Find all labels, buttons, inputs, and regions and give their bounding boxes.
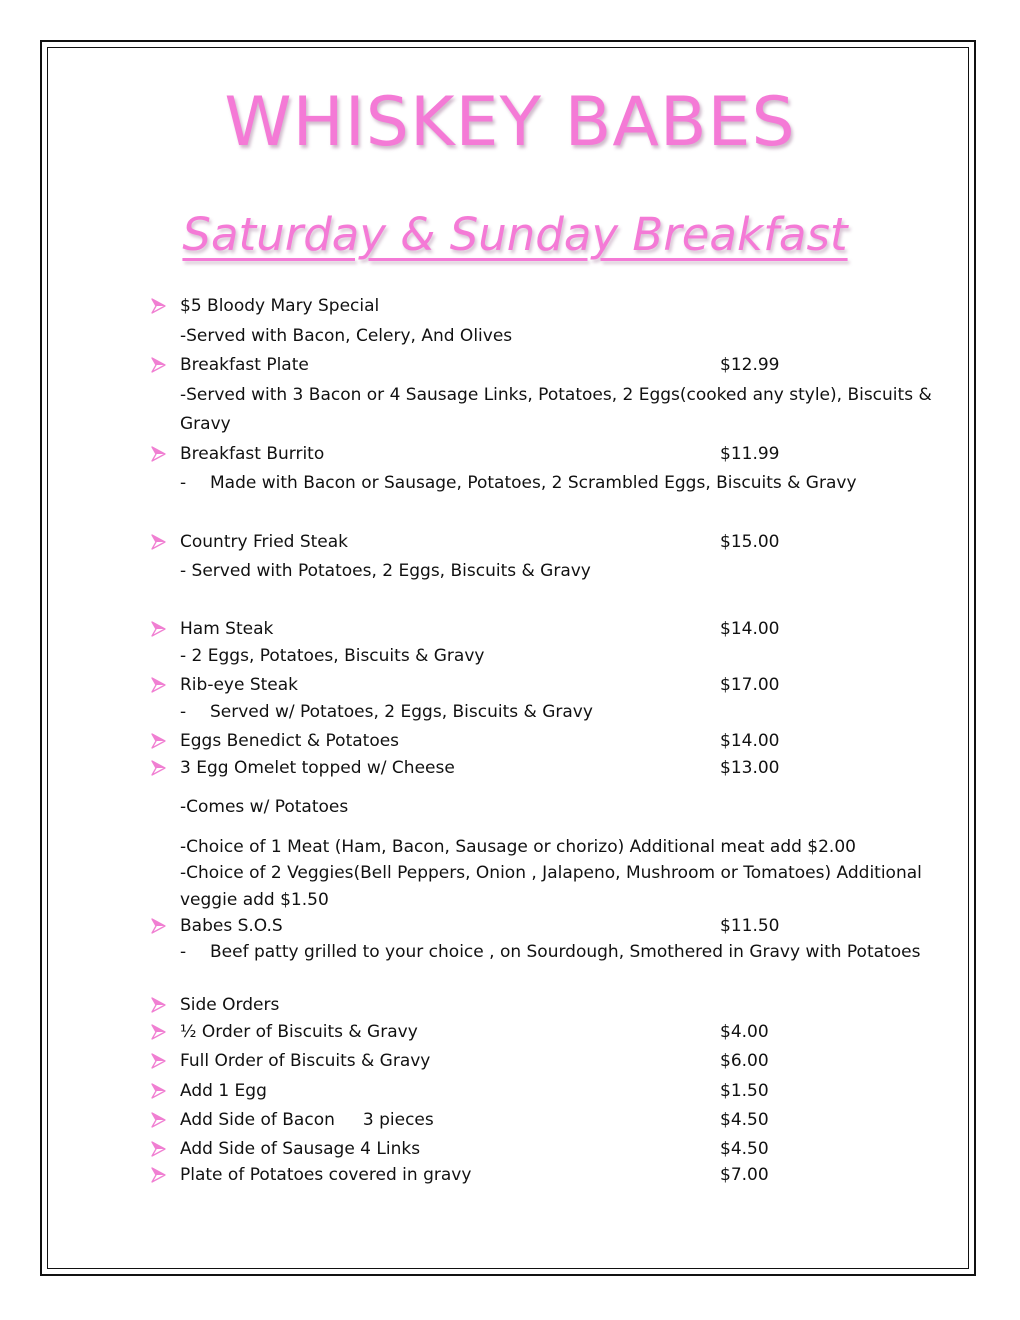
item-description [0,411,1020,437]
arrow-bullet-icon [150,1053,166,1069]
item-name: Full Order of Biscuits & Gravy [180,1051,431,1071]
menu-item-ribeye-steak [0,672,1020,698]
item-description-text: veggie add $1.50 [180,890,329,910]
item-name: Breakfast Burrito [180,444,325,464]
item-description-text: - 2 Eggs, Potatoes, Biscuits & Gravy [180,646,485,666]
menu-item-breakfast-burrito [0,441,1020,467]
item-price: $1.50 [720,1081,769,1101]
arrow-bullet-icon [150,1167,166,1183]
arrow-bullet-icon [150,997,166,1013]
item-price: $17.00 [720,675,780,695]
item-description [0,939,1020,965]
item-name: Add Side of Bacon [180,1110,335,1130]
item-name: Babes S.O.S [180,916,283,936]
arrow-bullet-icon [150,298,166,314]
side-item-potatoes [0,1162,1020,1188]
item-name: Country Fried Steak [180,532,349,552]
item-description [0,887,1020,913]
item-name: 3 Egg Omelet topped w/ Cheese [180,758,455,778]
arrow-bullet-icon [150,1024,166,1040]
item-name: $5 Bloody Mary Special [180,296,380,316]
arrow-bullet-icon [150,677,166,693]
item-description [0,699,1020,725]
side-item-half-biscuits [0,1019,1020,1045]
menu-item-eggs-benedict [0,728,1020,754]
item-description-text: -Choice of 1 Meat (Ham, Bacon, Sausage or chorizo) Additional meat add $2.00 [180,837,856,857]
item-description [0,643,1020,669]
side-item-sausage [0,1136,1020,1162]
item-name: Breakfast Plate [180,355,309,375]
item-description-text: -Comes w/ Potatoes [180,797,349,817]
side-item-egg [0,1078,1020,1104]
item-price: $14.00 [720,619,780,639]
arrow-bullet-icon [150,357,166,373]
item-name: Rib-eye Steak [180,675,299,695]
item-name: Ham Steak [180,619,274,639]
item-description-text: - Served with Potatoes, 2 Eggs, Biscuits & Gravy [180,561,591,581]
item-quantity: 3 pieces [362,1110,434,1130]
item-description-text: Served w/ Potatoes, 2 Eggs, Biscuits & Gravy [210,702,593,722]
item-price: $11.50 [720,916,780,936]
side-item-full-biscuits [0,1048,1020,1074]
arrow-bullet-icon [150,446,166,462]
item-description [0,558,1020,584]
menu-item-breakfast-plate [0,352,1020,378]
item-name: Add 1 Egg [180,1081,267,1101]
menu-item-omelet [0,755,1020,781]
arrow-bullet-icon [150,733,166,749]
arrow-bullet-icon [150,1112,166,1128]
item-description-text: Gravy [180,414,231,434]
menu-item-babes-sos [0,913,1020,939]
menu-item-bloody-mary [0,293,1020,319]
arrow-bullet-icon [150,1083,166,1099]
description-dash: - [180,702,187,722]
arrow-bullet-icon [150,760,166,776]
item-name: Plate of Potatoes covered in gravy [180,1165,472,1185]
item-description-text: -Served with Bacon, Celery, And Olives [180,326,513,346]
menu-item-ham-steak [0,616,1020,642]
menu-subtitle: Saturday & Sunday Breakfast [182,208,848,261]
item-price: $13.00 [720,758,780,778]
item-description [0,794,1020,820]
item-name: Side Orders [180,995,280,1015]
item-price: $4.50 [720,1110,769,1130]
arrow-bullet-icon [150,1141,166,1157]
item-price: $15.00 [720,532,780,552]
item-description [0,382,1020,408]
side-orders-heading [0,992,1020,1018]
item-price: $14.00 [720,731,780,751]
item-description [0,834,1020,860]
arrow-bullet-icon [150,621,166,637]
menu-item-country-fried-steak [0,529,1020,555]
item-description [0,860,1020,886]
item-price: $11.99 [720,444,780,464]
item-name: Eggs Benedict & Potatoes [180,731,400,751]
description-dash: - [180,473,187,493]
arrow-bullet-icon [150,534,166,550]
item-description-text: -Served with 3 Bacon or 4 Sausage Links, Potatoes, 2 Eggs(cooked any style), Biscuits & [180,385,932,405]
item-description-text: -Choice of 2 Veggies(Bell Peppers, Onion , Jalapeno, Mushroom or Tomatoes) Additional [180,863,922,883]
item-price: $12.99 [720,355,780,375]
item-price: $6.00 [720,1051,769,1071]
item-description [0,323,1020,349]
item-price: $7.00 [720,1165,769,1185]
menu-title: WHISKEY BABES [224,83,796,162]
item-description [0,470,1020,496]
arrow-bullet-icon [150,918,166,934]
item-name-wrap [180,1107,434,1133]
item-price: $4.50 [720,1139,769,1159]
description-dash: - [180,942,187,962]
item-description-text: Beef patty grilled to your choice , on Sourdough, Smothered in Gravy with Potatoes [210,942,921,962]
item-description-text: Made with Bacon or Sausage, Potatoes, 2 Scrambled Eggs, Biscuits & Gravy [210,473,857,493]
side-item-bacon [0,1107,1020,1133]
item-name: Add Side of Sausage 4 Links [180,1139,421,1159]
item-price: $4.00 [720,1022,769,1042]
item-name: ½ Order of Biscuits & Gravy [180,1022,418,1042]
